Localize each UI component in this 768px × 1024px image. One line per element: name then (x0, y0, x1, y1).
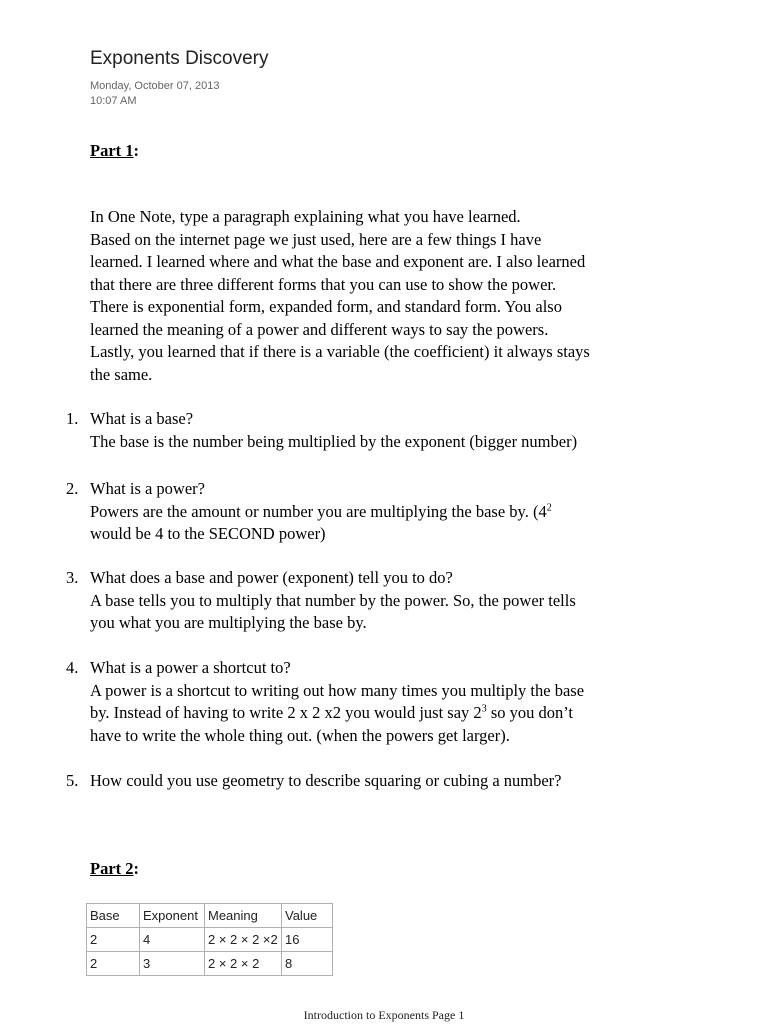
question-text: How could you use geometry to describe squaring or cubing a number? (90, 771, 562, 790)
answer-text (90, 702, 730, 725)
answer-text: you what you are multiplying the base by. (90, 613, 367, 632)
question-text: What is a base? (90, 409, 194, 428)
table-cell: 2 × 2 × 2 ×2 (205, 928, 282, 952)
table-cell: 2 × 2 × 2 (205, 952, 282, 976)
table-header-cell: Base (87, 904, 140, 928)
page-time: 10:07 AM (90, 95, 137, 107)
exponent-table (86, 903, 333, 976)
question-text: What is a power a shortcut to? (90, 658, 291, 677)
table-row (87, 952, 333, 976)
table-cell: 2 (87, 928, 140, 952)
table-header-cell: Value (282, 904, 333, 928)
page-date: Monday, October 07, 2013 (90, 80, 220, 92)
question-number: 1. (66, 409, 79, 428)
table-header-row (87, 904, 333, 928)
table-header-cell: Meaning (205, 904, 282, 928)
paragraph-line: the same. (90, 364, 153, 384)
part1-heading-text: Part 1 (90, 141, 134, 160)
part1-heading-colon: : (133, 141, 140, 160)
question-text: What is a power? (90, 479, 205, 498)
answer-text: A base tells you to multiply that number by the power. So, the power tells (90, 590, 576, 610)
question-number: 2. (66, 479, 79, 498)
table-header-cell: Exponent (140, 904, 205, 928)
superscript: 2 (546, 502, 552, 513)
answer-text-part: so you don’t (486, 703, 574, 722)
table-cell: 4 (140, 928, 205, 952)
table-cell: 16 (282, 928, 333, 952)
paragraph-line: There is exponential form, expanded form, and standard form. You also (90, 297, 562, 316)
superscript: 3 (481, 703, 487, 715)
page-footer: Introduction to Exponents Page 1 (303, 1008, 465, 1022)
question-text: What does a base and power (exponent) tell you to do? (90, 568, 453, 587)
answer-text: have to write the whole thing out. (when the powers get larger). (90, 725, 510, 745)
table-cell: 2 (87, 952, 140, 976)
answer-text (90, 501, 730, 524)
table-cell: 3 (140, 952, 205, 976)
table-row (87, 928, 333, 952)
answer-text-part: by. Instead of having to write 2 x 2 x2 you would just say 2 (90, 703, 482, 722)
answer-text: A power is a shortcut to writing out how many times you multiply the base (90, 680, 585, 700)
answer-text-part: Powers are the amount or number you are multiplying the base by. (4 (90, 501, 547, 521)
paragraph-line: that there are three different forms that you can use to show the power. (90, 274, 557, 294)
paragraph-line: learned the meaning of a power and different ways to say the powers. (90, 319, 549, 339)
paragraph-line: In One Note, type a paragraph explaining what you have learned. (90, 207, 521, 226)
paragraph-line: Based on the internet page we just used, here are a few things I have (90, 229, 542, 249)
part1-paragraph (90, 206, 720, 386)
page-title: Exponents Discovery (90, 48, 269, 69)
table-cell: 8 (282, 952, 333, 976)
part2-heading (90, 858, 139, 881)
question-number: 3. (66, 568, 79, 587)
part2-heading-text: Part 2 (90, 859, 134, 878)
part1-heading (90, 140, 139, 163)
answer-text: would be 4 to the SECOND power) (90, 524, 326, 543)
question-number: 4. (66, 658, 79, 677)
part2-heading-colon: : (133, 859, 140, 878)
paragraph-line: learned. I learned where and what the base and exponent are. I also learned (90, 252, 586, 271)
paragraph-line: Lastly, you learned that if there is a variable (the coefficient) it always stays (90, 342, 590, 361)
question-number: 5. (66, 771, 79, 790)
answer-text: The base is the number being multiplied by the exponent (bigger number) (90, 431, 578, 451)
